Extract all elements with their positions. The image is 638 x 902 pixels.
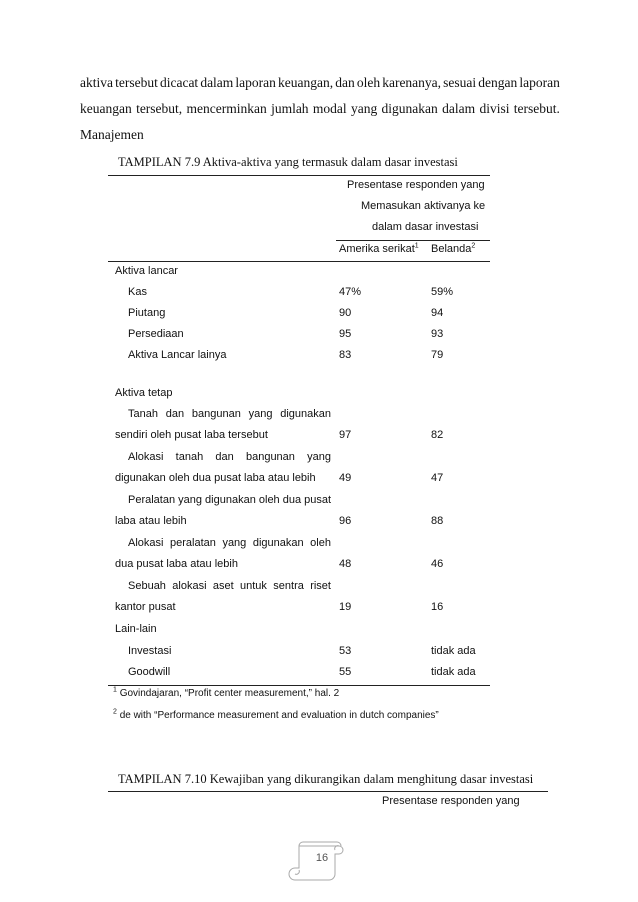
row-label-line-1: Peralatan yang digunakan oleh dua pusat <box>128 494 332 506</box>
row-label-line-2: kantor pusat <box>115 601 176 613</box>
row-us-value: 83 <box>339 349 352 361</box>
row-us-value: 47% <box>339 286 362 298</box>
row-label: Kas <box>128 286 147 298</box>
intro-word: aktiva <box>80 75 113 90</box>
w: sentra <box>273 580 304 592</box>
row-label: Piutang <box>128 307 166 319</box>
table-header-line-1: Presentase responden yang <box>347 179 485 191</box>
section-other: Lain-lain <box>115 623 157 635</box>
row-us-value: 55 <box>339 666 352 678</box>
row-label-line-2: dua pusat laba atau lebih <box>115 558 238 570</box>
footnote-1 <box>113 688 339 699</box>
row-label-line-1 <box>128 537 331 549</box>
w: bangunan <box>191 408 241 420</box>
row-nl-value: 94 <box>431 307 444 319</box>
page-number: 16 <box>315 852 329 864</box>
intro-line-2 <box>80 96 560 122</box>
row-us-value: 49 <box>339 472 352 484</box>
w: oleh <box>310 537 331 549</box>
row-nl-value: 59% <box>431 286 454 298</box>
w: riset <box>310 580 331 592</box>
intro-line-3: Manajemen <box>80 127 144 142</box>
w: alokasi <box>172 580 207 592</box>
row-label: Investasi <box>128 645 172 657</box>
intro-word: mencerminkan <box>186 101 267 116</box>
intro-word: tersebut, <box>136 101 183 116</box>
w: Alokasi <box>128 451 164 463</box>
row-label-line-1 <box>128 408 331 420</box>
w: yang <box>248 408 273 420</box>
col-header-nl-sup: 2 <box>471 242 476 250</box>
w: Sebuah <box>128 580 166 592</box>
intro-word: keuangan <box>80 101 132 116</box>
col-header-nl-label: Belanda <box>431 243 472 255</box>
row-us-value: 19 <box>339 601 352 613</box>
row-label-line-2: laba atau lebih <box>115 515 187 527</box>
w: digunakan <box>280 408 331 420</box>
row-label-line-2: sendiri oleh pusat laba tersebut <box>115 429 268 441</box>
row-nl-value: 16 <box>431 601 444 613</box>
row-label: Persediaan <box>128 328 184 340</box>
w: aset <box>212 580 234 592</box>
section-current-assets: Aktiva lancar <box>115 265 178 277</box>
intro-paragraph <box>80 70 560 148</box>
intro-word: modal <box>312 101 347 116</box>
w: tanah <box>175 451 204 463</box>
row-nl-value: 93 <box>431 328 444 340</box>
intro-line-1 <box>80 70 560 96</box>
w: yang <box>307 451 331 463</box>
w: dan <box>165 408 185 420</box>
intro-word: dicacat <box>159 75 199 90</box>
col-header-nl <box>431 243 475 255</box>
table-7-10-caption: TAMPILAN 7.10 Kewajiban yang dikurangikan dalam menghitung dasar investasi <box>118 772 534 786</box>
table-7-10-header-line: Presentase responden yang <box>382 795 520 807</box>
intro-word: dalam <box>442 101 476 116</box>
w: digunakan <box>252 537 304 549</box>
row-nl-value: 47 <box>431 472 444 484</box>
w: Tanah <box>128 408 158 420</box>
table-7-10-top-rule <box>108 791 548 792</box>
row-nl-value: 88 <box>431 515 444 527</box>
table-top-rule <box>108 175 490 176</box>
w: Alokasi <box>128 537 164 549</box>
row-us-value: 48 <box>339 558 352 570</box>
header-sub-rule <box>336 240 490 241</box>
intro-word: dalam <box>200 75 234 90</box>
intro-word: keuangan, <box>278 75 334 90</box>
w: yang <box>222 537 247 549</box>
intro-word: jumlah <box>271 101 309 116</box>
intro-word: laporan <box>235 75 276 90</box>
footnote-1-mark: 1 <box>113 686 117 694</box>
intro-word: dan <box>335 75 355 90</box>
intro-word: laporan <box>519 75 560 90</box>
w: dan <box>215 451 234 463</box>
section-fixed-assets: Aktiva tetap <box>115 387 173 399</box>
intro-word: dengan <box>478 75 518 90</box>
intro-word: oleh <box>356 75 381 90</box>
intro-word: divisi <box>479 101 510 116</box>
table-7-9-caption: TAMPILAN 7.9 Aktiva-aktiva yang termasuk dalam dasar investasi <box>118 155 458 169</box>
row-nl-value: 46 <box>431 558 444 570</box>
row-label: Aktiva Lancar lainya <box>128 349 227 361</box>
col-header-us-sup: 1 <box>414 242 419 250</box>
header-bottom-rule <box>108 261 490 262</box>
row-nl-value: tidak ada <box>431 666 476 678</box>
row-nl-value: 79 <box>431 349 444 361</box>
intro-word: digunakan <box>381 101 438 116</box>
row-us-value: 96 <box>339 515 352 527</box>
table-bottom-rule <box>108 685 490 686</box>
table-header-line-3: dalam dasar investasi <box>372 221 479 233</box>
w: untuk <box>240 580 267 592</box>
footnote-1-text: Govindajaran, “Profit center measurement,” hal. 2 <box>119 688 340 699</box>
row-label-line-2: digunakan oleh dua pusat laba atau lebih <box>115 472 316 484</box>
intro-word: sesuai <box>443 75 477 90</box>
row-label: Goodwill <box>128 666 171 678</box>
row-label-line-1 <box>128 451 331 463</box>
w: peralatan <box>170 537 216 549</box>
intro-word: tersebut <box>115 75 158 90</box>
w: bangunan <box>245 451 295 463</box>
footnote-2-text: de with “Performance measurement and evaluation in dutch companies” <box>119 710 439 721</box>
row-us-value: 90 <box>339 307 352 319</box>
intro-word: yang <box>350 101 378 116</box>
table-header-line-2: Memasukan aktivanya ke <box>361 200 486 212</box>
col-header-us <box>339 243 419 255</box>
col-header-us-label: Amerika serikat <box>339 243 415 255</box>
footnote-2 <box>113 710 439 721</box>
row-label-line-1 <box>128 580 331 592</box>
intro-word: karenanya, <box>382 75 442 90</box>
intro-word: tersebut. <box>513 101 560 116</box>
row-us-value: 95 <box>339 328 352 340</box>
row-nl-value: tidak ada <box>431 645 476 657</box>
row-us-value: 53 <box>339 645 352 657</box>
row-nl-value: 82 <box>431 429 444 441</box>
footnote-2-mark: 2 <box>113 708 117 716</box>
row-us-value: 97 <box>339 429 352 441</box>
